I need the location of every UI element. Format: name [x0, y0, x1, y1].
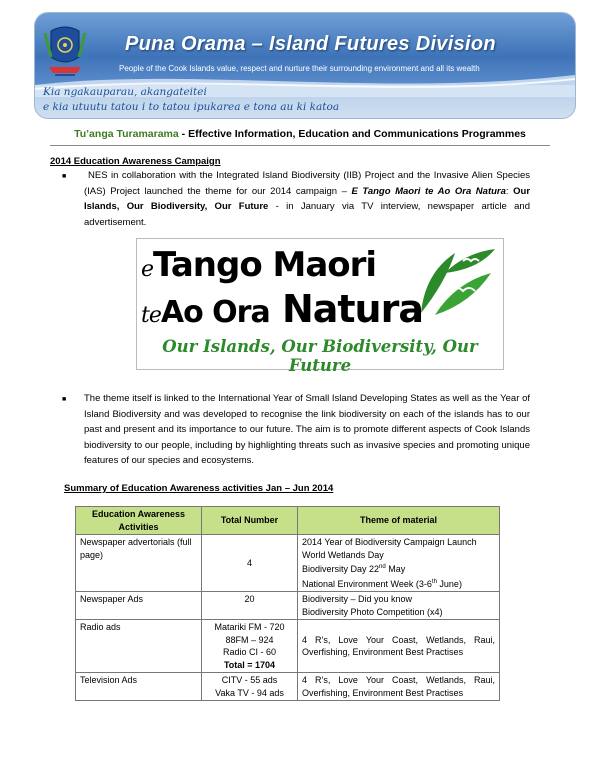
- theme-text: Biodiversity Day 22: [302, 564, 380, 574]
- table-row: [76, 673, 500, 701]
- count-line: CITV - 55 ads: [221, 675, 278, 685]
- campaign-logo: [136, 238, 504, 375]
- cell-theme: 4 R’s, Love Your Coast, Wetlands, Raui, Overfishing, Environment Best Practises: [298, 673, 500, 701]
- banner-title: Puna Orama – Island Futures Division: [125, 33, 496, 55]
- logo-motto: Our Islands, Our Biodiversity, Our Future: [162, 337, 478, 375]
- count-line: Radio CI - 60: [222, 647, 277, 657]
- cell-activity: Newspaper advertorials (full page): [76, 535, 202, 592]
- header-theme: Theme of material: [298, 507, 500, 535]
- table-row: [76, 535, 500, 592]
- p1-text-c: :: [505, 185, 514, 197]
- p1-campaign-subtitle: Our Islands, Our Biodiversity, Our Future: [84, 185, 531, 212]
- logo-te: te: [141, 303, 161, 328]
- theme-text: National Environment Week (3-6: [302, 578, 432, 589]
- logo-row-2: [141, 287, 423, 331]
- cook-islands-crest-icon: [41, 23, 89, 85]
- count-line: 88FM – 924: [225, 634, 274, 645]
- theme-text: May: [385, 564, 406, 574]
- campaign-heading: 2014 Education Awareness Campaign: [50, 156, 221, 167]
- theme-line: Biodiversity – Did you know: [302, 594, 413, 604]
- activities-table: [75, 506, 500, 701]
- header-activities: Education Awareness Activities: [76, 507, 202, 535]
- bullet-icon: ■: [62, 396, 67, 403]
- section-heading: [50, 128, 550, 140]
- logo-tango-maori: Tango Maori: [153, 245, 377, 285]
- cell-activity: Newspaper Ads: [76, 592, 202, 620]
- cell-total: 20: [202, 592, 298, 620]
- table-row: [76, 620, 500, 673]
- theme-line: 2014 Year of Biodiversity Campaign Launch: [302, 537, 477, 547]
- header-total: Total Number: [202, 507, 298, 535]
- cell-activity: Television Ads: [76, 673, 202, 701]
- table-header-row: [76, 507, 500, 535]
- campaign-paragraph-2: The theme itself is linked to the International Year of Small Island Developing States as well as the Year of Island Biodiversity and was developed to recognise the link biodiversity on each of the islands has to our past and present and its importance to our future. The aim is to promote different aspects of Cook Islands biodiversity to our people, including by highlighting threats such as invasive species and promoting unique features of our species and ecosystems.: [84, 393, 530, 466]
- bullet-icon: ■: [62, 173, 67, 180]
- cell-theme: [298, 592, 500, 620]
- cell-total: [202, 673, 298, 701]
- logo-row-1: [141, 245, 376, 285]
- cell-theme: [298, 535, 500, 592]
- count-line: Matariki FM - 720: [214, 622, 285, 632]
- banner-maori-motto: [43, 85, 339, 115]
- section-heading-english: - Effective Information, Education and Communications Programmes: [178, 128, 526, 140]
- theme-line: World Wetlands Day: [302, 549, 384, 560]
- p1-text-e: - in January via TV interview, newspaper article and advertisement.: [84, 201, 530, 228]
- logo-natura: Natura: [281, 287, 423, 331]
- campaign-paragraph-1: [84, 168, 530, 230]
- count-line: Vaka TV - 94 ads: [215, 687, 284, 698]
- cell-total: [202, 620, 298, 673]
- theme-line: [302, 576, 495, 591]
- cell-theme: 4 R’s, Love Your Coast, Wetlands, Raui, Overfishing, Environment Best Practises: [298, 620, 500, 673]
- maori-line-1: Kia ngakauparau, akangateitei: [43, 86, 207, 98]
- cell-total: 4: [202, 535, 298, 592]
- section-heading-maori: Tu’anga Turamarama: [74, 128, 179, 140]
- theme-line: [302, 561, 495, 576]
- logo-e: e: [141, 257, 154, 282]
- theme-text: June): [436, 578, 462, 589]
- banner-tagline: People of the Cook Islands value, respect and nurture their surrounding environment and all its wealth: [119, 64, 480, 73]
- divider: [50, 145, 550, 146]
- summary-heading: Summary of Education Awareness activities Jan – Jun 2014: [64, 483, 334, 494]
- theme-line: Biodiversity Photo Competition (x4): [302, 606, 443, 617]
- maori-line-2: e kia utuutu tatou i to tatou ipukarea e tona au ki katoa: [43, 101, 340, 113]
- leaf-bird-icon: [415, 243, 499, 323]
- cell-activity: Radio ads: [76, 620, 202, 673]
- table-row: [76, 592, 500, 620]
- theme-sup: th: [431, 578, 437, 585]
- logo-ao-ora: Ao Ora: [160, 295, 270, 330]
- theme-sup: nd: [379, 564, 386, 570]
- p1-text-a: NES in collaboration with the Integrated Island Biodiversity (IIB) Project and the Invasive Alien Species (IAS) Project launched the theme for our 2014 campaign –: [84, 170, 530, 197]
- header-banner: [34, 12, 576, 119]
- p1-campaign-name: E Tango Maori te Ao Ora Natura: [351, 185, 506, 197]
- count-total: Total = 1704: [223, 659, 276, 670]
